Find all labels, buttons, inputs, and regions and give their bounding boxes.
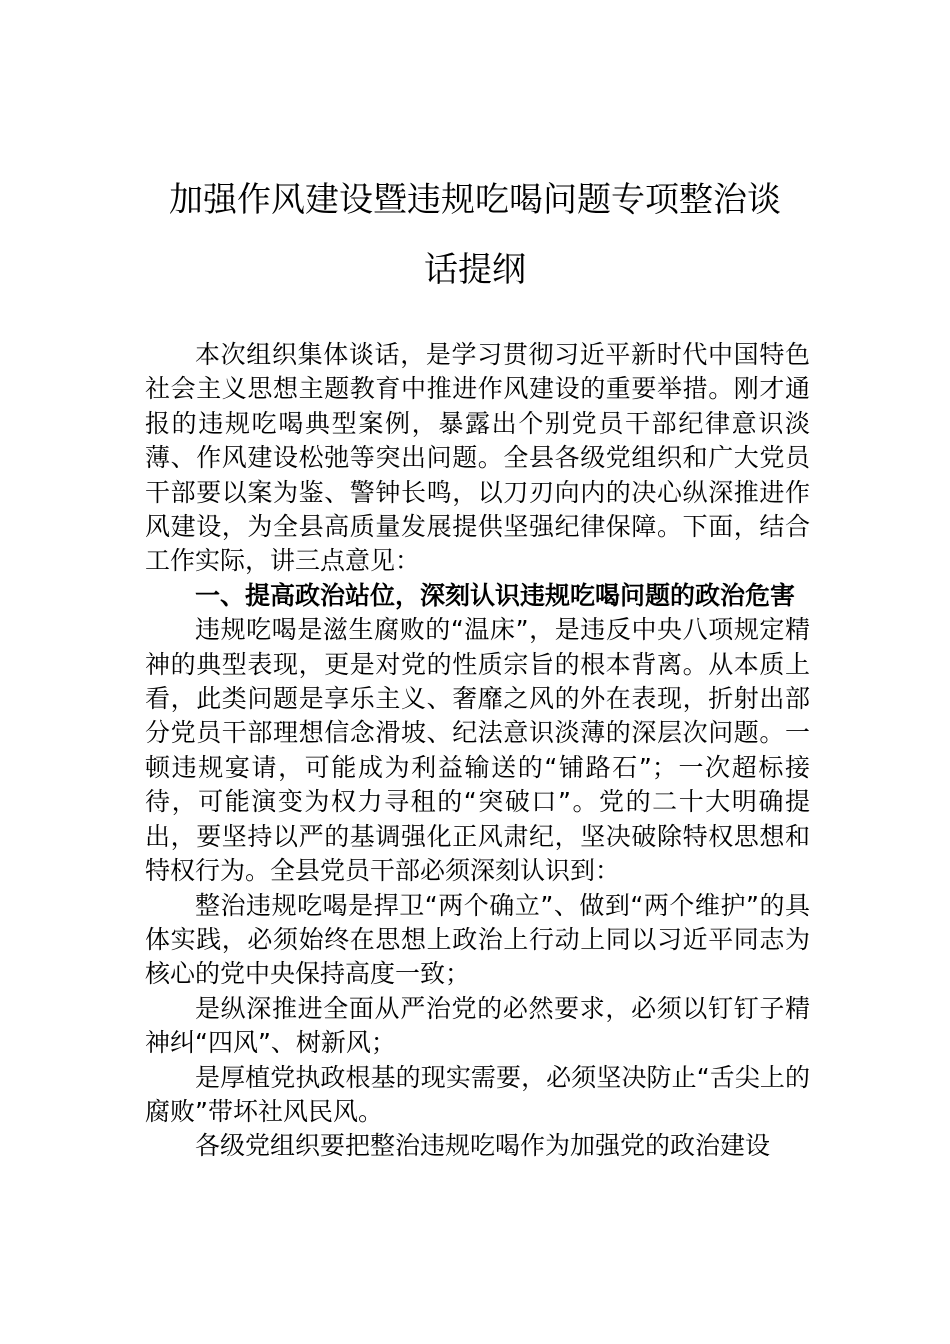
paragraph-intro: 本次组织集体谈话，是学习贯彻习近平新时代中国特色社会主义思想主题教育中推进作风建设的重要举措。刚才通报的违规吃喝典型案例，暴露出个别党员干部纪律意识淡薄、作风建设松弛等突出问题。全县各级党组织和广大党员干部要以案为鉴、警钟长鸣，以刀刃向内的决心纵深推进作风建设，为全县高质量发展提供坚强纪律保障。下面，结合工作实际，讲三点意见： bbox=[145, 340, 810, 576]
paragraph: 是纵深推进全面从严治党的必然要求，必须以钉钉子精神纠“四风”、树新风； bbox=[145, 993, 810, 1058]
section-heading-1: 一、提高政治站位，深刻认识违规吃喝问题的政治危害 bbox=[195, 580, 796, 610]
paragraph: 是厚植党执政根基的现实需要，必须坚决防止“舌尖上的腐败”带坏社风民风。 bbox=[145, 1062, 810, 1126]
document-title-line-2: 话提纲 bbox=[424, 250, 526, 290]
paragraph: 违规吃喝是滋生腐败的“温床”，是违反中央八项规定精神的典型表现，更是对党的性质宗旨的根本背离。从本质上看，此类问题是享乐主义、奢靡之风的外在表现，折射出部分党员干部理想信念滑坡、纪法意识淡薄的深层次问题。一顿违规宴请，可能成为利益输送的“铺路石”；一次超标接待，可能演变为权力寻租的“突破口”。党的二十大明确提出，要坚持以严的基调强化正风肃纪，坚决破除特权思想和特权行为。全县党员干部必须深刻认识到： bbox=[145, 615, 810, 886]
document-body bbox=[145, 338, 810, 1164]
paragraph: 整治违规吃喝是捍卫“两个确立”、做到“两个维护”的具体实践，必须始终在思想上政治上行动上同以习近平同志为核心的党中央保持高度一致； bbox=[145, 890, 810, 989]
paragraph: 各级党组织要把整治违规吃喝作为加强党的政治建设 bbox=[195, 1131, 771, 1161]
document-title-line-1: 加强作风建设暨违规吃喝问题专项整治谈 bbox=[169, 180, 781, 220]
